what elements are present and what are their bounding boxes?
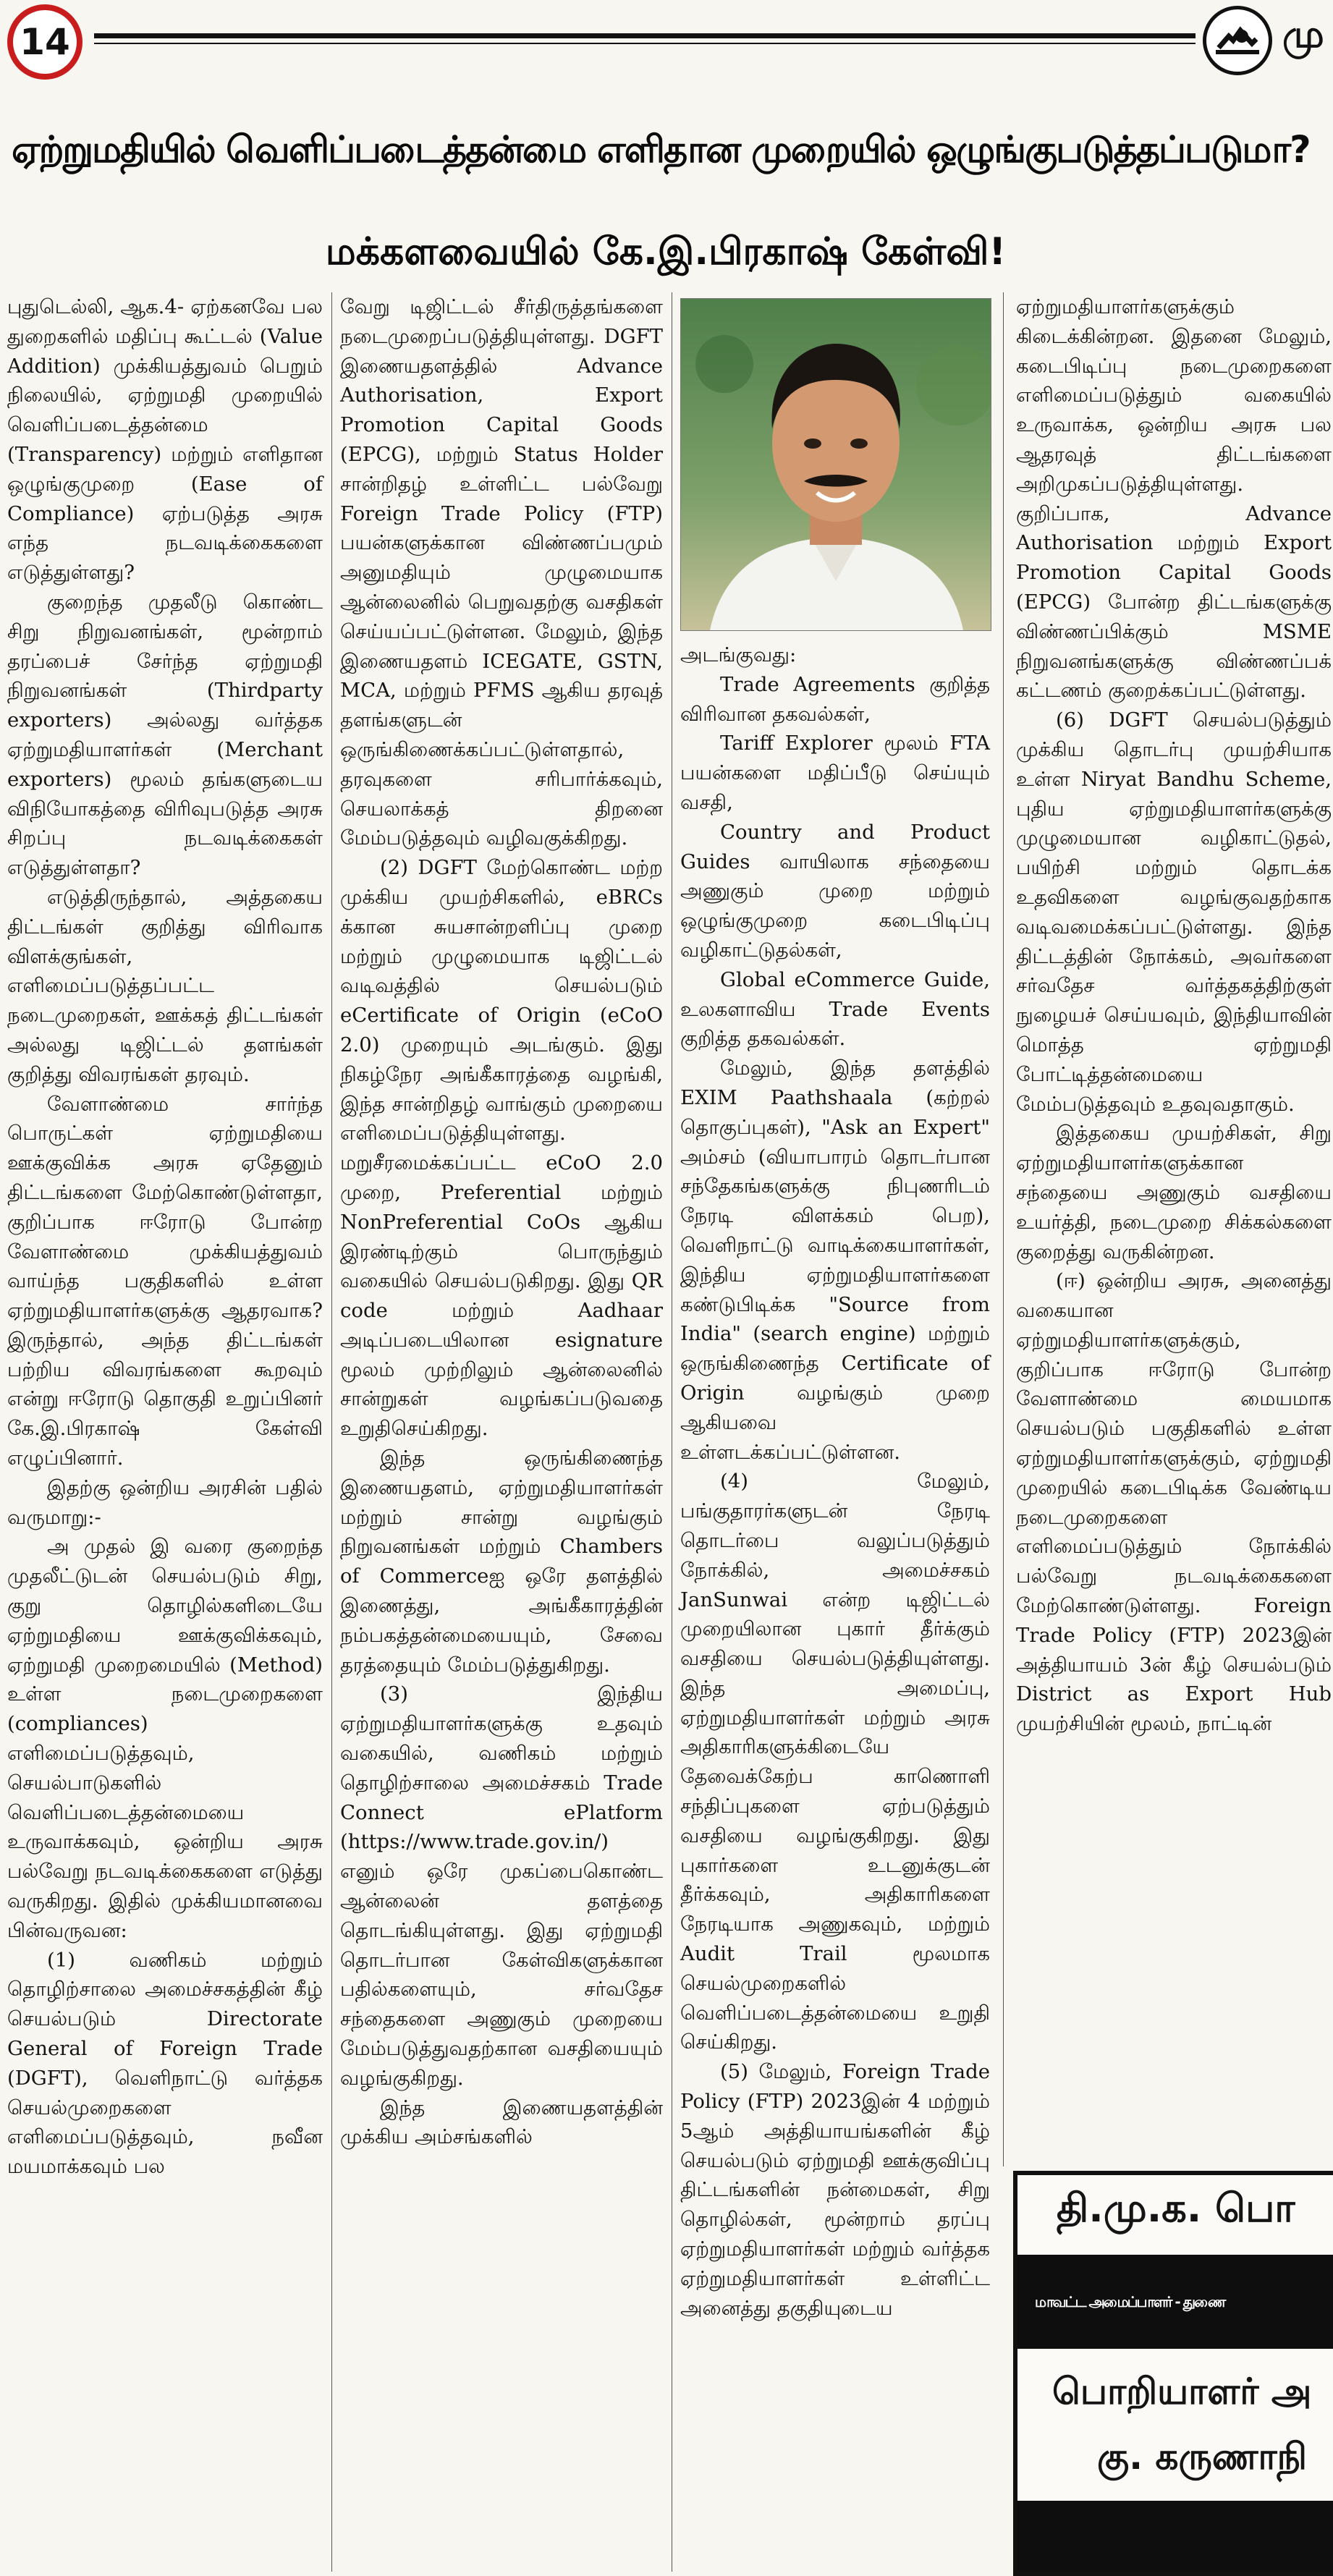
paragraph: இந்த ஒருங்கிணைந்த இணையதளம், ஏற்றுமதியாளர்கள் மற்றும் சான்று வழங்கும் நிறுவனங்கள் மற்றும் Chambers of Commerceஐ ஒரே தளத்தில் இணைத்து, அங்கீகாரத்தின் நம்பகத்தன்மையையும், சேவை தரத்தையும் மேம்படுத்துகிறது. bbox=[340, 1446, 663, 1677]
column-rule bbox=[1003, 292, 1004, 2166]
ad-line-title: பொறியாளர் அ bbox=[1052, 2370, 1312, 2412]
paragraph: (ஈ) ஒன்றிய அரசு, அனைத்து வகையான ஏற்றுமதியாளர்களுக்கும், குறிப்பாக ஈரோடு போன்ற வேளாண்மை மையமாக செயல்படும் பகுதிகளில் உள்ள ஏற்றுமதியாளர்களுக்கும், ஏற்றுமதி முறையில் கடைபிடிக்க வேண்டிய நடைமுறைகளை எளிமைப்படுத்தும் நோக்கில் பல்வேறு நடவடிக்கைகளை மேற்கொண்டுள்ளது. Foreign Trade Policy (FTP) 2023இன் அத்தியாயம் 3ன் கீழ் செயல்படும் District as Export Hub முயற்சியின் மூலம், நாட்டின் bbox=[1016, 1269, 1332, 1736]
paragraph: இந்த இணையதளத்தின் முக்கிய அம்சங்களில் bbox=[340, 2096, 663, 2149]
paragraph: (3) இந்திய ஏற்றுமதியாளர்களுக்கு உதவும் வகையில், வணிகம் மற்றும் தொழிற்சாலை அமைச்சகம் Trade Connect ePlatform (https://www.trade.gov.in/) எனும் ஒரே முகப்பைகொண்ட ஆன்லைன் தளத்தை தொடங்கியுள்ளது. இது ஏற்றுமதி தொடர்பான கேள்விகளுக்கான பதில்களையும், சர்வதேச சந்தைகளை அணுகும் முறையை மேம்படுத்துவதற்கான வசதியையும் வழங்குகிறது. bbox=[340, 1682, 663, 2090]
advertisement-box bbox=[1013, 2171, 1333, 2576]
header-rule-thin bbox=[94, 43, 1196, 44]
paragraph: குறைந்த முதலீடு கொண்ட சிறு நிறுவனங்கள், மூன்றாம் தரப்பைச் சேர்ந்த ஏற்றுமதி நிறுவனங்கள் (Thirdparty exporters) அல்லது வர்த்தக ஏற்றுமதியாளர்கள் (Merchant exporters) மூலம் தங்களுடைய விநியோகத்தை விரிவுபடுத்த அரசு சிறப்பு நடவடிக்கைகள் எடுத்துள்ளதா? bbox=[7, 590, 323, 880]
column-rule bbox=[331, 292, 332, 2572]
page-number: 14 bbox=[20, 21, 70, 63]
paragraph: (4) மேலும், பங்குதாரர்களுடன் நேரடி தொடர்பை வலுப்படுத்தும் நோக்கில், அமைச்சகம் JanSunwai என்ற டிஜிட்டல் முறையிலான புகார் தீர்க்கும் வசதியை செயல்படுத்தியுள்ளது. இந்த அமைப்பு, ஏற்றுமதியாளர்கள் மற்றும் அரசு அதிகாரிகளுக்கிடையே தேவைக்கேற்ப காணொளி சந்திப்புகளை ஏற்படுத்தும் வசதியை வழங்குகிறது. இது புகார்களை உடனுக்குடன் தீர்க்கவும், அதிகாரிகளை நேரடியாக அணுகவும், மற்றும் Audit Trail மூலமாக செயல்முறைகளில் வெளிப்படைத்தன்மையை உறுதி செய்கிறது. bbox=[680, 1470, 990, 2054]
paragraph: புதுடெல்லி, ஆக.4- ஏற்கனவே பல துறைகளில் மதிப்பு கூட்டல் (Value Addition) முக்கியத்துவம் பெறும் நிலையில், ஏற்றுமதி முறையில் வெளிப்படைத்தன்மை (Transparency) மற்றும் எளிதான ஒழுங்குமுறை (Ease of Compliance) ஏற்படுத்த அரசு எந்த நடவடிக்கைகளை எடுத்துள்ளது? bbox=[7, 295, 323, 585]
paragraph: Country and Product Guides வாயிலாக சந்தையை அணுகும் முறை மற்றும் ஒழுங்குமுறை கடைபிடிப்பு வழிகாட்டுதல்கள், bbox=[680, 820, 990, 962]
paragraph: எடுத்திருந்தால், அத்தகைய திட்டங்கள் குறித்து விரிவாக விளக்குங்கள், எளிமைப்படுத்தப்பட்ட நடைமுறைகள், ஊக்கத் திட்டங்கள் அல்லது டிஜிட்டல் தளங்கள் குறித்து விவரங்கள் தரவும். bbox=[7, 885, 323, 1086]
paragraph: ஏற்றுமதியாளர்களுக்கும் கிடைக்கின்றன. இதனை மேலும், கடைபிடிப்பு நடைமுறைகளை எளிமைப்படுத்தும் வகையில் உருவாக்க, ஒன்றிய அரசு பல ஆதரவுத் திட்டங்களை அறிமுகப்படுத்தியுள்ளது. குறிப்பாக, Advance Authorisation மற்றும் Export Promotion Capital Goods (EPCG) போன்ற திட்டங்களுக்கு விண்ணப்பிக்கும் MSME நிறுவனங்களுக்கு விண்ணப்பக் கட்டணம் குறைக்கப்பட்டுள்ளது. bbox=[1016, 295, 1332, 703]
paragraph: அ முதல் இ வரை குறைந்த முதலீட்டுடன் செயல்படும் சிறு, குறு தொழில்களிடையே ஏற்றுமதியை ஊக்குவிக்கவும், ஏற்றுமதி முறைமையில் (Method) உள்ள நடைமுறைகளை (compliances) எளிமைப்படுத்தவும், செயல்பாடுகளில் வெளிப்படைத்தன்மையை உருவாக்கவும், ஒன்றிய அரசு பல்வேறு நடவடிக்கைகளை எடுத்து வருகிறது. இதில் முக்கியமானவை பின்வருவன: bbox=[7, 1535, 323, 1942]
paragraph: (1) வணிகம் மற்றும் தொழிற்சாலை அமைச்சகத்தின் கீழ் செயல்படும் Directorate General of Foreign Trade (DGFT), வெளிநாட்டு வர்த்தக செயல்முறைகளை எளிமைப்படுத்தவும், நவீன மயமாக்கவும் பல bbox=[7, 1948, 323, 2179]
rising-sun-logo-icon bbox=[1203, 6, 1272, 75]
masthead-fragment: மு bbox=[1282, 13, 1324, 56]
ad-line-name: கு. கருணாநி bbox=[1097, 2436, 1308, 2478]
article-column-3 bbox=[680, 640, 990, 2323]
paragraph: Global eCommerce Guide, உலகளாவிய Trade Events குறித்த தகவல்கள். bbox=[680, 967, 990, 1051]
headline: ஏற்றுமதியில் வெளிப்படைத்தன்மை எளிதான முறையில் ஒழுங்குபடுத்தப்படுமா? bbox=[12, 129, 1310, 171]
paragraph: Trade Agreements குறித்த விரிவான தகவல்கள், bbox=[680, 672, 990, 726]
ad-bottom-bar bbox=[1017, 2501, 1333, 2576]
article-column-2 bbox=[340, 292, 663, 2152]
article-column-4 bbox=[1016, 292, 1332, 1739]
paragraph: (5) மேலும், Foreign Trade Policy (FTP) 2023இன் 4 மற்றும் 5ஆம் அத்தியாயங்களின் கீழ் செயல்படும் ஏற்றுமதி ஊக்குவிப்பு திட்டங்களின் நன்மைகள், சிறு தொழில்கள், மூன்றாம் தரப்பு ஏற்றுமதியாளர்கள் மற்றும் வர்த்தக ஏற்றுமதியாளர்கள் உள்ளிட்ட அனைத்து தகுதியுடைய bbox=[680, 2060, 990, 2320]
article-column-1 bbox=[7, 292, 323, 2182]
subheadline: மக்களவையில் கே.இ.பிரகாஷ் கேள்வி! bbox=[325, 230, 1007, 274]
header-rule-thick bbox=[94, 33, 1196, 38]
paragraph: மேலும், இந்த தளத்தில் EXIM Paathshaala (கற்றல் தொகுப்புகள்), "Ask an Expert" அம்சம் (வியாபாரம் தொடர்பான சந்தேகங்களுக்கு நிபுணரிடம் நேரடி விளக்கம் பெற), வெளிநாட்டு வாடிக்கையாளர்கள், இந்திய ஏற்றுமதியாளர்களை கண்டுபிடிக்க "Source from India" (search engine) மற்றும் ஒருங்கிணைந்த Certificate of Origin வழங்கும் முறை ஆகியவை உள்ளடக்கப்பட்டுள்ளன. bbox=[680, 1056, 990, 1464]
ad-line-party: தி.மு.க. பொ bbox=[1057, 2185, 1295, 2231]
page-number-badge bbox=[7, 4, 82, 80]
paragraph: (6) DGFT செயல்படுத்தும் முக்கிய தொடர்பு முயற்சியாக உள்ள Niryat Bandhu Scheme, புதிய ஏற்றுமதியாளர்களுக்கு முழுமையான வழிகாட்டுதல், பயிற்சி மற்றும் தொடக்க உதவிகளை வழங்குவதற்காக வடிவமைக்கப்பட்டுள்ளது. இந்த திட்டத்தின் நோக்கம், அவர்களை சர்வதேச வர்த்தகத்திற்குள் நுழையச் செய்யவும், இந்தியாவின் மொத்த ஏற்றுமதி போட்டித்தன்மையை மேம்படுத்தவும் உதவுவதாகும். bbox=[1016, 708, 1332, 1116]
paragraph: இதற்கு ஒன்றிய அரசின் பதில் வருமாறு:- bbox=[7, 1475, 323, 1529]
paragraph: இத்தகைய முயற்சிகள், சிறு ஏற்றுமதியாளர்களுக்கான சந்தையை அணுகும் வசதியை உயர்த்தி, நடைமுறை சிக்கல்களை குறைத்து வருகின்றன. bbox=[1016, 1122, 1332, 1263]
portrait-photo bbox=[680, 298, 991, 631]
paragraph: Tariff Explorer மூலம் FTA பயன்களை மதிப்பீடு செய்யும் வசதி, bbox=[680, 732, 990, 814]
paragraph: வேறு டிஜிட்டல் சீர்திருத்தங்களை நடைமுறைப்படுத்தியுள்ளது. DGFT இணையதளத்தில் Advance Authorisation, Export Promotion Capital Goods (EPCG), மற்றும் Status Holder சான்றிதழ் உள்ளிட்ட பல்வேறு Foreign Trade Policy (FTP) பயன்களுக்கான விண்ணப்பமும் அனுமதியும் முழுமையாக ஆன்லைனில் பெறுவதற்கு வசதிகள் செய்யப்பட்டுள்ளன. மேலும், இந்த இணையதளம் ICEGATE, GSTN, MCA, மற்றும் PFMS ஆகிய தரவுத் தளங்களுடன் ஒருங்கிணைக்கப்பட்டுள்ளதால், தரவுகளை சரிபார்க்கவும், செயலாக்கத் திறனை மேம்படுத்தவும் வழிவகுக்கிறது. bbox=[340, 295, 663, 850]
ad-line-role: மாவட்ட அமைப்பாளர் - துணை bbox=[1017, 2255, 1333, 2349]
paragraph: வேளாண்மை சார்ந்த பொருட்கள் ஏற்றுமதியை ஊக்குவிக்க அரசு ஏதேனும் திட்டங்களை மேற்கொண்டுள்ளதா, குறிப்பாக ஈரோடு போன்ற வேளாண்மை முக்கியத்துவம் வாய்ந்த பகுதிகளில் உள்ள ஏற்றுமதியாளர்களுக்கு ஆதரவாக? இருந்தால், அந்த திட்டங்கள் பற்றிய விவரங்களை கூறவும் என்று ஈரோடு தொகுதி உறுப்பினர் கே.இ.பிரகாஷ் கேள்வி எழுப்பினார். bbox=[7, 1092, 323, 1470]
paragraph: (2) DGFT மேற்கொண்ட மற்ற முக்கிய முயற்சிகளில், eBRCs க்கான சுயசான்றளிப்பு முறை மற்றும் முழுமையாக டிஜிட்டல் வடிவத்தில் செயல்படும் eCertificate of Origin (eCoO 2.0) முறையும் அடங்கும். இது நிகழ்நேர அங்கீகாரத்தை வழங்கி, இந்த சான்றிதழ் வாங்கும் முறையை எளிமைப்படுத்தியுள்ளது. மறுசீரமைக்கப்பட்ட eCoO 2.0 முறை, Preferential மற்றும் NonPreferential CoOs ஆகிய இரண்டிற்கும் பொருந்தும் வகையில் செயல்படுகிறது. இது QR code மற்றும் Aadhaar அடிப்படையிலான esignature மூலம் முற்றிலும் ஆன்லைனில் சான்றுகள் வழங்கப்படுவதை உறுதிசெய்கிறது. bbox=[340, 856, 663, 1441]
paragraph: அடங்குவது: bbox=[680, 643, 797, 666]
